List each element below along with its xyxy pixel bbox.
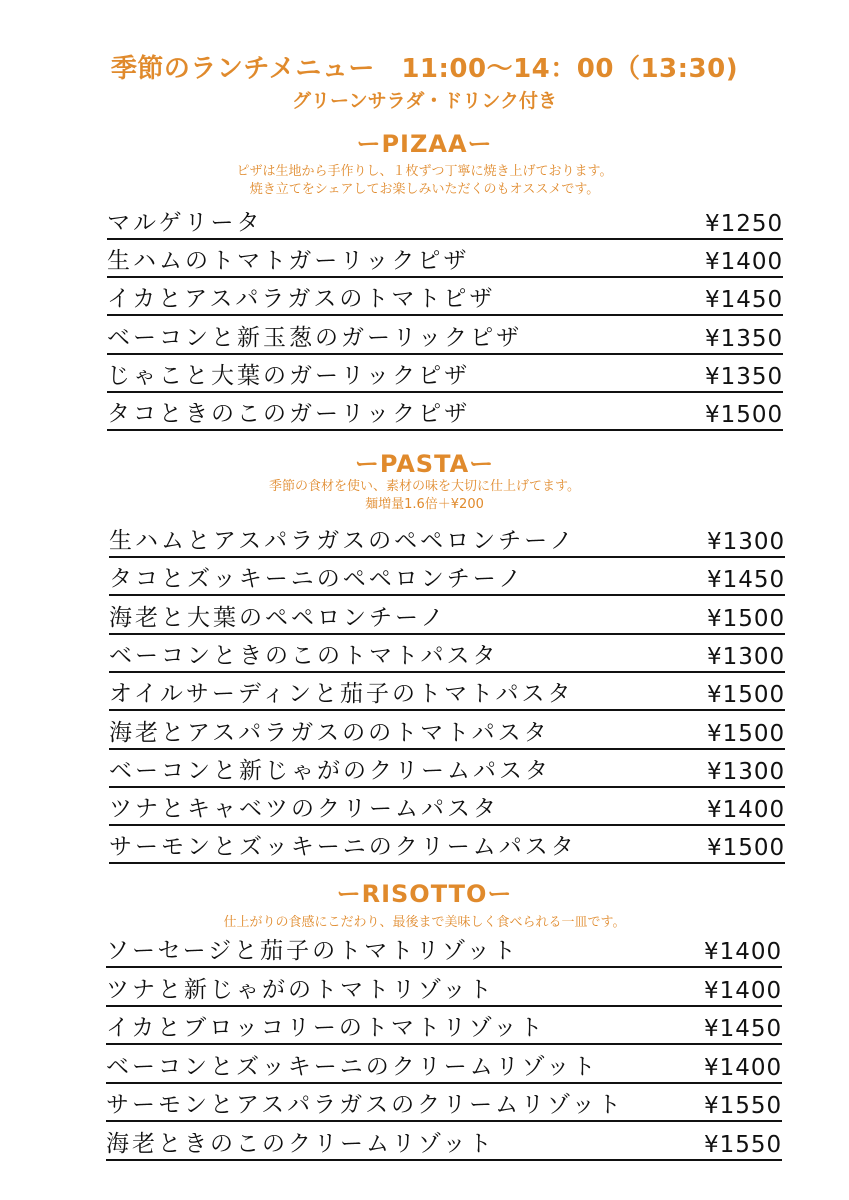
menu-item-name: イカとブロッコリーのトマトリゾット [106,1009,545,1045]
risotto-desc-line: 仕上がりの食感にこだわり、最後まで美味しく食べられる一皿です。 [223,915,626,930]
pizza-menu-row [107,282,787,316]
menu-item-price: ¥1400 [707,797,785,826]
menu-item-underline [109,748,707,750]
menu-item-price: ¥1400 [704,978,782,1007]
menu-item-name: 海老と大葉のペペロンチーノ [109,599,447,635]
pasta-desc-line: 麺増量1.6倍＋¥200 [365,497,484,512]
pizza-menu-row [107,206,787,240]
menu-item-underline [109,862,707,864]
menu-item-underline [106,1082,704,1084]
menu-item-price: ¥1400 [704,939,782,968]
menu-item-underline [106,1159,704,1161]
menu-item-name: ベーコンと新じゃがのクリームパスタ [109,752,551,788]
pasta-menu-row [109,716,789,750]
menu-item-name: 生ハムとアスパラガスのペペロンチーノ [109,522,576,558]
menu-item-underline [109,824,707,826]
pasta-menu-row [109,792,789,826]
pizza-menu-row [107,397,787,431]
menu-item-price: ¥1450 [707,567,785,596]
menu-item-name: タコときのこのガーリックピザ [107,395,470,431]
menu-item-underline [106,1043,704,1045]
pasta-menu-row [109,830,789,864]
pizza-section-title: ーPIZAAー [356,130,493,158]
pasta-menu-row [109,677,789,711]
risotto-description [0,914,849,932]
menu-item-price: ¥1250 [705,211,783,240]
menu-item-name: ソーセージと茄子のトマトリゾット [106,932,519,968]
menu-item-underline [107,314,705,316]
pizza-menu-row [107,244,787,278]
menu-item-price: ¥1300 [707,529,785,558]
menu-item-underline [107,276,705,278]
menu-item-name: ベーコンと新玉葱のガーリックピザ [107,319,522,355]
pasta-menu-row [109,639,789,673]
menu-item-name: サーモンとアスパラガスのクリームリゾット [106,1086,624,1122]
menu-item-underline [107,353,705,355]
menu-item-price: ¥1300 [707,644,785,673]
menu-item-price: ¥1350 [705,364,783,393]
menu-item-name: イカとアスパラガスのトマトピザ [107,280,495,316]
pasta-section-title: ーPASTAー [354,450,495,478]
menu-item-price: ¥1500 [707,606,785,635]
menu-item-price: ¥1300 [707,759,785,788]
menu-item-underline [107,429,705,431]
menu-item-underline [109,709,707,711]
menu-item-underline [109,786,707,788]
pizza-menu-row [107,359,787,393]
pasta-menu-row [109,524,789,558]
risotto-menu-row [106,1088,786,1122]
menu-item-underline [109,671,707,673]
menu-item-price: ¥1400 [704,1055,782,1084]
menu-item-underline [109,556,707,558]
pasta-menu-row [109,562,789,596]
menu-item-name: ツナとキャベツのクリームパスタ [109,790,499,826]
menu-item-underline [107,238,705,240]
menu-item-underline [109,633,707,635]
menu-item-price: ¥1500 [707,721,785,750]
menu-item-name: サーモンとズッキーニのクリームパスタ [109,828,577,864]
pizza-desc-line: 焼き立てをシェアしてお楽しみいただくのもオススメです。 [249,182,600,197]
menu-title: 季節のランチメニュー 11:00〜14：00（13:30) [110,54,739,84]
menu-item-name: オイルサーディンと茄子のトマトパスタ [109,675,574,711]
risotto-section-title: ーRISOTTOー [336,880,513,908]
menu-item-name: ベーコンとズッキーニのクリームリゾット [106,1048,598,1084]
menu-item-price: ¥1550 [704,1132,782,1161]
pasta-menu-row [109,601,789,635]
menu-item-price: ¥1450 [704,1016,782,1045]
menu-item-name: 海老ときのこのクリームリゾット [106,1125,495,1161]
pasta-menu-row [109,754,789,788]
pasta-description [0,478,849,514]
pasta-desc-line: 季節の食材を使い、素材の味を大切に仕上げてます。 [269,479,580,494]
menu-item-price: ¥1500 [705,402,783,431]
risotto-menu-row [106,1011,786,1045]
menu-item-name: 生ハムのトマトガーリックピザ [107,242,469,278]
menu-item-price: ¥1350 [705,326,783,355]
menu-item-price: ¥1400 [705,249,783,278]
pizza-description [0,163,849,199]
risotto-menu-row [106,1127,786,1161]
menu-item-price: ¥1500 [707,682,785,711]
menu-item-underline [109,594,707,596]
menu-subtitle: グリーンサラダ・ドリンク付き [291,90,558,112]
menu-item-name: じゃこと大葉のガーリックピザ [107,357,470,393]
risotto-menu-row [106,1050,786,1084]
menu-item-underline [106,1005,704,1007]
pizza-menu-row [107,321,787,355]
menu-item-price: ¥1450 [705,287,783,316]
risotto-menu-row [106,973,786,1007]
menu-item-name: ベーコンときのこのトマトパスタ [109,637,499,673]
menu-item-underline [106,966,704,968]
menu-item-price: ¥1500 [707,835,785,864]
menu-item-name: マルゲリータ [107,204,263,240]
pizza-desc-line: ピザは生地から手作りし、１枚ずつ丁寧に焼き上げております。 [236,164,613,179]
menu-item-underline [107,391,705,393]
menu-item-name: ツナと新じゃがのトマトリゾット [106,971,495,1007]
risotto-menu-row [106,934,786,968]
menu-item-name: 海老とアスパラガスののトマトパスタ [109,714,550,750]
menu-item-price: ¥1550 [704,1093,782,1122]
menu-item-name: タコとズッキーニのペペロンチーノ [109,560,524,596]
menu-item-underline [106,1120,704,1122]
